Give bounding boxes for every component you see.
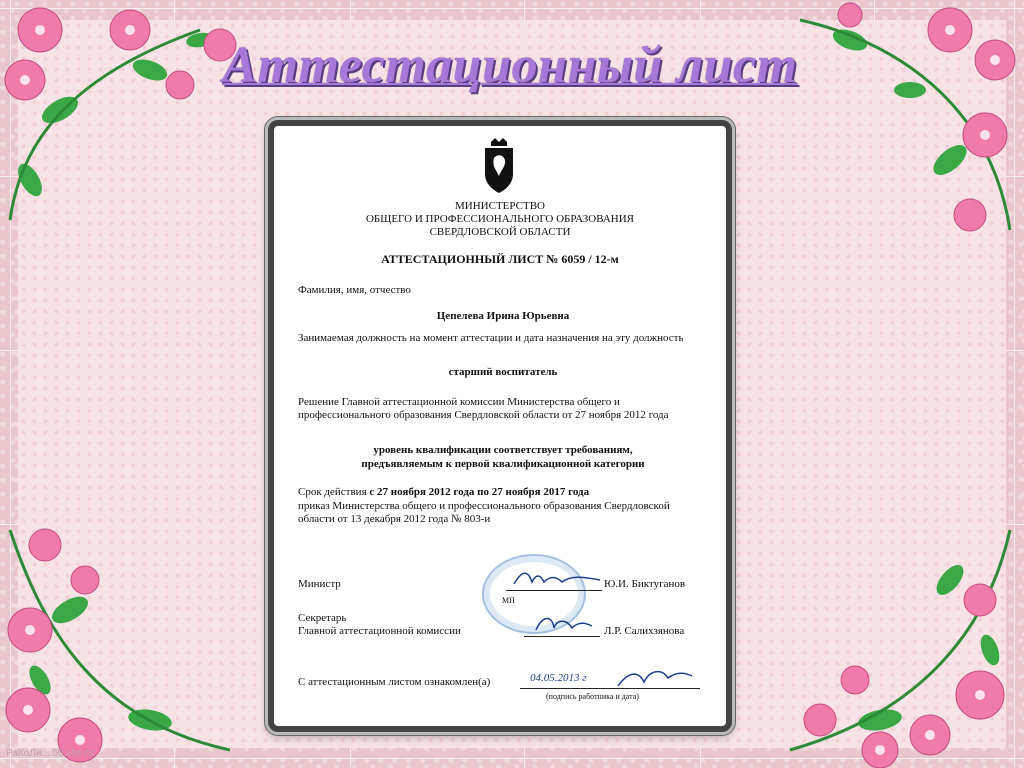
flower-corner-bottom-left (0, 520, 240, 768)
secretary-name: Л.Р. Салихзянова (604, 625, 685, 637)
position-value: старший воспитатель (448, 366, 558, 378)
acquainted-date: 04.05.2013 г (530, 672, 587, 684)
minister-signature-line (506, 590, 602, 591)
flower-corner-bottom-right (780, 520, 1024, 768)
secretary-label-2: Главной аттестационной комиссии (298, 625, 461, 637)
ministry-line-1: МИНИСТЕРСТВО (455, 200, 545, 212)
fio-value: Цепелева Ирина Юрьевна (436, 310, 570, 322)
stamp-label: МП (502, 596, 515, 605)
ministry-header (274, 200, 726, 239)
qualification-level-line-1: уровень квалификации соответствует требованиям, (373, 444, 633, 456)
slide-title: Аттестационный лист (222, 37, 798, 94)
acquainted-label: С аттестационным листом ознакомлен(а) (298, 676, 491, 688)
minister-name: Ю.И. Биктуганов (604, 578, 686, 590)
certificate-frame (268, 120, 732, 732)
validity-period (298, 486, 708, 499)
coat-of-arms-icon (479, 136, 519, 194)
order-text: приказ Министерства общего и профессионального образования Свердловской области от 13 декабря 2012 года № 803-и (298, 500, 670, 525)
watermark: РаКоЛи... 50.site.ru (6, 748, 94, 759)
validity-label: Срок действия (298, 486, 370, 498)
position-label: Занимаемая должность на момент аттестации и дата назначения на эту должность (298, 332, 684, 344)
secretary-signature-line (524, 636, 600, 637)
secretary-signature (532, 610, 596, 638)
ministry-line-2: ОБЩЕГО И ПРОФЕССИОНАЛЬНОГО ОБРАЗОВАНИЯ (365, 213, 635, 225)
flower-corner-top-left (0, 0, 250, 230)
signature-caption: (подпись работника и дата) (546, 692, 639, 701)
qualification-level-line-2: предъявляемым к первой квалификационной категории (361, 458, 645, 470)
minister-signature (510, 566, 606, 592)
flower-corner-top-right (790, 0, 1024, 240)
certificate-document (274, 126, 726, 726)
minister-label: Министр (298, 578, 341, 590)
validity-value: с 27 ноября 2012 года по 27 ноября 2017 года (369, 486, 590, 498)
ministry-line-3: СВЕРДЛОВСКОЙ ОБЛАСТИ (429, 226, 571, 238)
certificate-heading: АТТЕСТАЦИОННЫЙ ЛИСТ № 6059 / 12-м (381, 252, 619, 266)
decision-text: Решение Главной аттестационной комиссии Министерства общего и профессионального образования Свердловской области от 27 ноября 2012 года (298, 396, 669, 421)
secretary-label-1: Секретарь (298, 612, 347, 624)
employee-signature-line (520, 688, 700, 689)
fio-label: Фамилия, имя, отчество (298, 284, 411, 296)
